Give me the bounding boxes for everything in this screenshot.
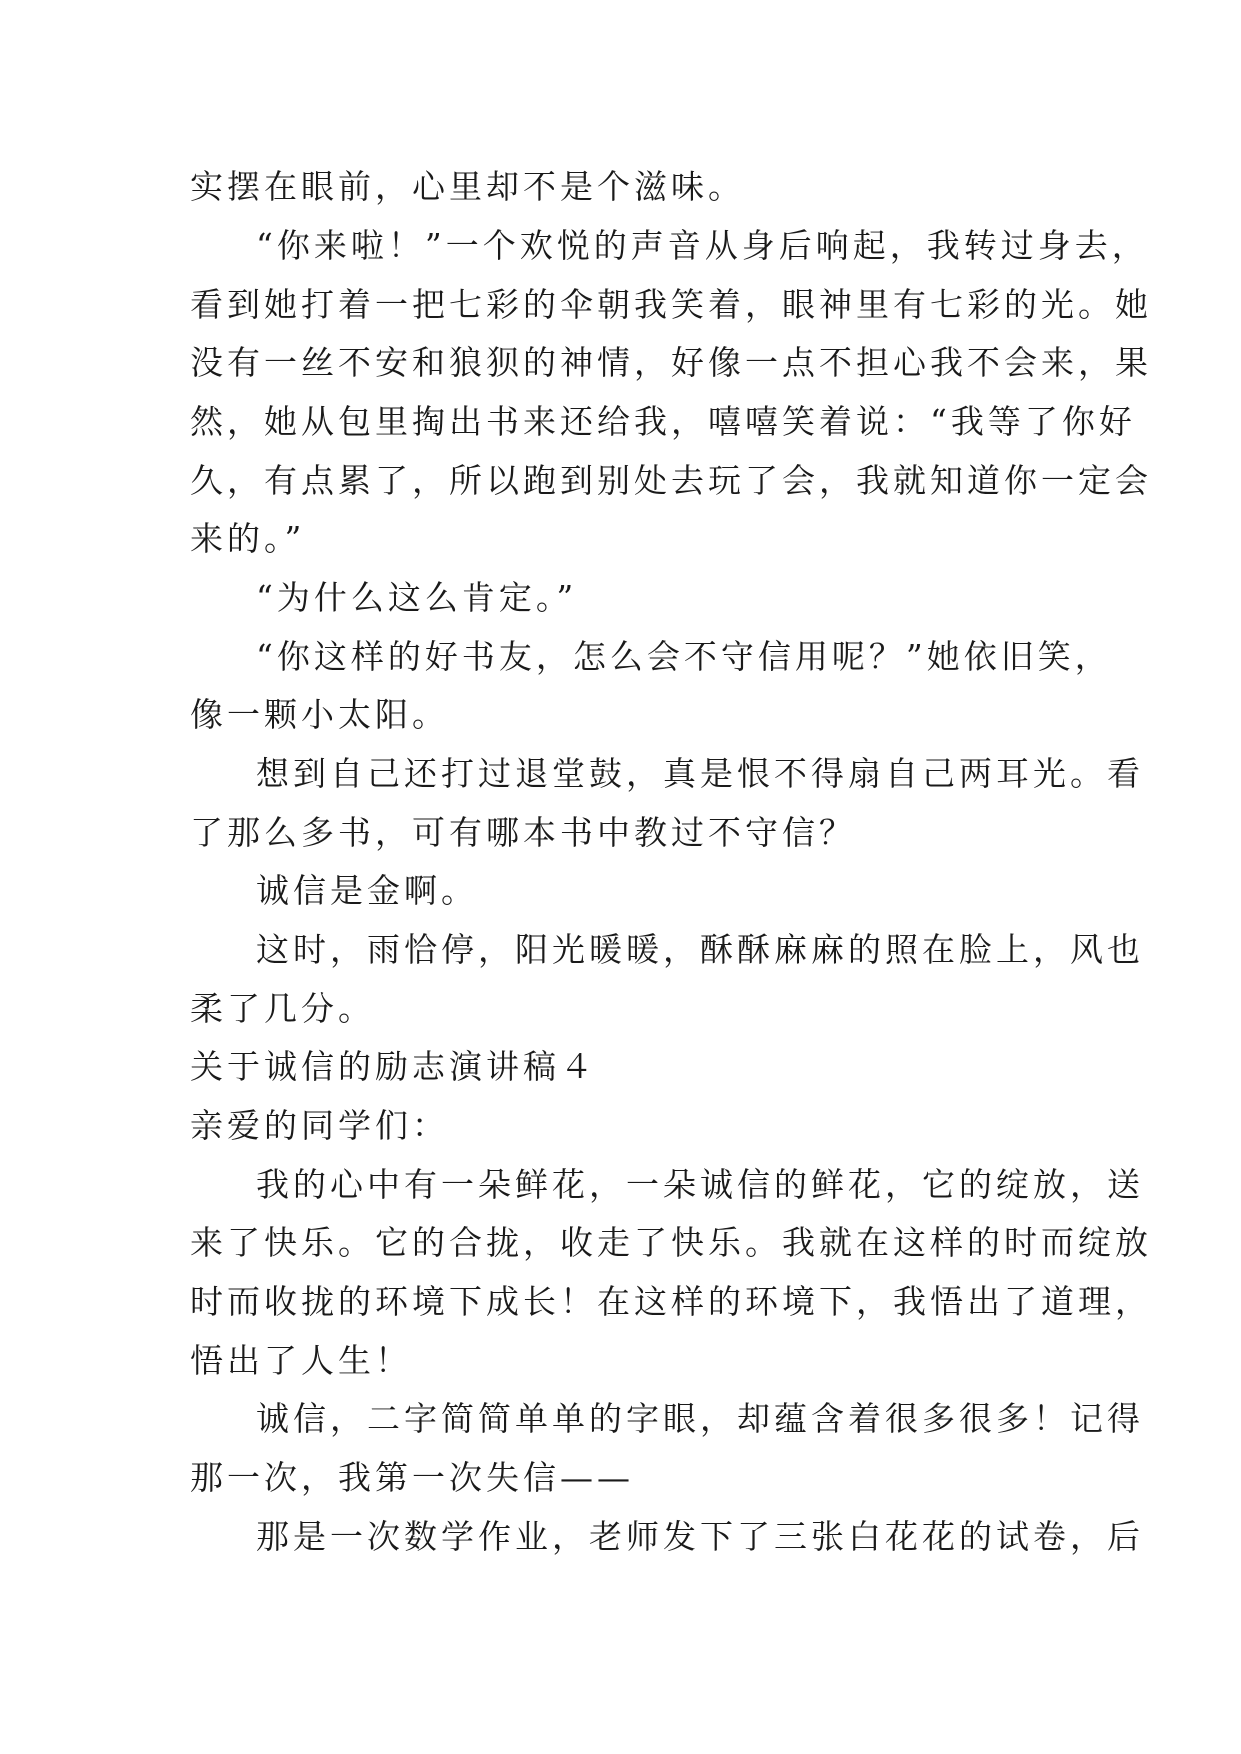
paragraph-line: 来的。” <box>190 519 306 558</box>
paragraph-line: 然，她从包里掏出书来还给我，嘻嘻笑着说：“我等了你好 <box>190 402 1136 441</box>
paragraph-line: 像一颗小太阳。 <box>190 695 449 734</box>
paragraph-line: “你来啦！”一个欢悦的声音从身后响起，我转过身去， <box>256 226 1149 265</box>
paragraph-line: 悟出了人生！ <box>190 1341 412 1380</box>
paragraph-line: 时而收拢的环境下成长！在这样的环境下，我悟出了道理， <box>190 1282 1152 1321</box>
paragraph-line: 了那么多书，可有哪本书中教过不守信？ <box>190 813 856 852</box>
paragraph-line: 久，有点累了，所以跑到别处去玩了会，我就知道你一定会 <box>190 461 1152 500</box>
paragraph-line: 想到自己还打过退堂鼓，真是恨不得扇自己两耳光。看 <box>256 754 1144 793</box>
paragraph-line: 这时，雨恰停，阳光暖暖，酥酥麻麻的照在脸上，风也 <box>256 930 1144 969</box>
paragraph-line: “为什么这么肯定。” <box>256 578 578 617</box>
paragraph-line: 实摆在眼前，心里却不是个滋味。 <box>190 167 745 206</box>
paragraph-line: “你这样的好书友，怎么会不守信用呢？”她依旧笑， <box>256 637 1112 676</box>
paragraph-line: 没有一丝不安和狼狈的神情，好像一点不担心我不会来，果 <box>190 343 1152 382</box>
section-heading: 关于诚信的励志演讲稿４ <box>190 1047 597 1086</box>
paragraph-line: 那一次，我第一次失信—— <box>190 1458 634 1497</box>
paragraph-line: 来了快乐。它的合拢，收走了快乐。我就在这样的时而绽放 <box>190 1223 1152 1262</box>
paragraph-line: 柔了几分。 <box>190 989 375 1028</box>
paragraph-line: 那是一次数学作业，老师发下了三张白花花的试卷，后 <box>256 1517 1144 1556</box>
paragraph-line: 诚信，二字简简单单的字眼，却蕴含着很多很多！记得 <box>256 1399 1144 1438</box>
paragraph-line: 诚信是金啊。 <box>256 871 478 910</box>
paragraph-line: 看到她打着一把七彩的伞朝我笑着，眼神里有七彩的光。她 <box>190 285 1152 324</box>
paragraph-line: 我的心中有一朵鲜花，一朵诚信的鲜花，它的绽放，送 <box>256 1165 1144 1204</box>
salutation: 亲爱的同学们： <box>190 1106 449 1145</box>
